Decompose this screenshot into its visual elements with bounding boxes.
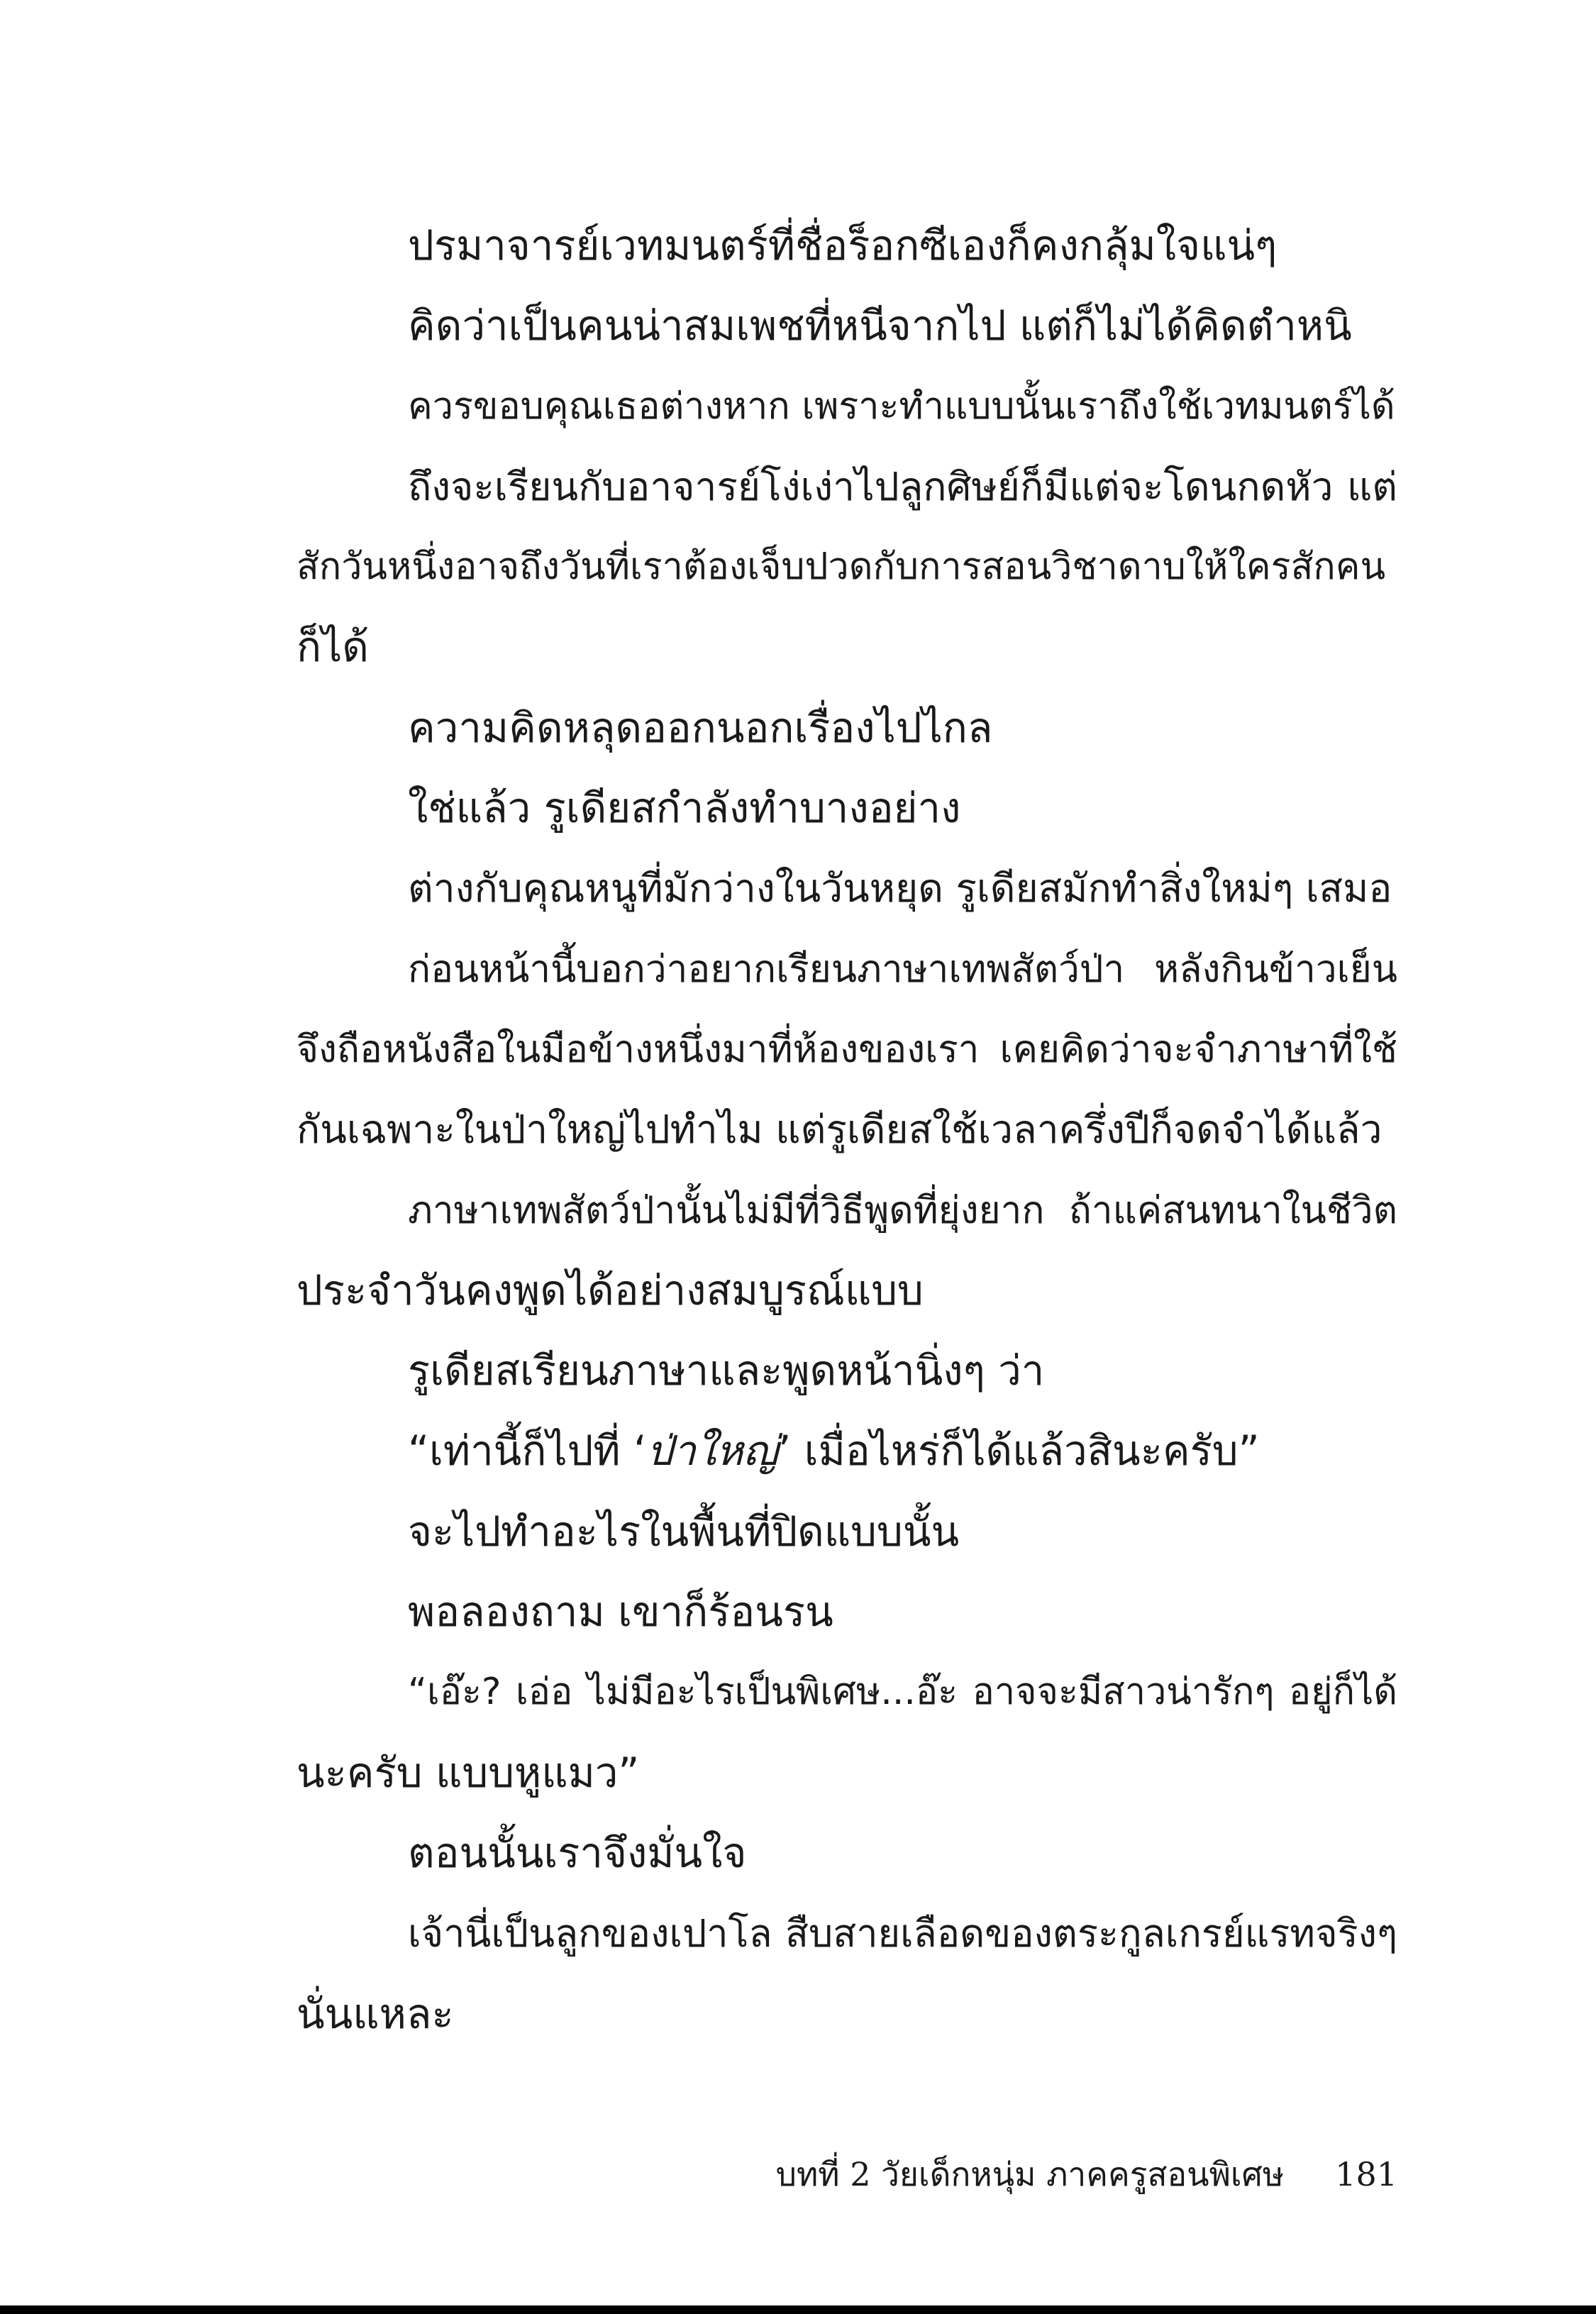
dialogue-line xyxy=(297,1411,1397,1491)
paragraph-line: กันเฉพาะในป่าใหญ่ไปทำไม แต่รูเดียสใช้เวลาครึ่งปีก็จดจำได้แล้ว xyxy=(297,1107,1382,1153)
paragraph-line: นะครับ แบบหูแมว” xyxy=(297,1748,640,1797)
paragraph-line: ควรขอบคุณเธอต่างหาก เพราะทำแบบนั้นเราถึงใช้เวทมนตร์ได้ xyxy=(408,384,1395,428)
dialogue-text: “เท่านี้ก็ไปที่ ‘ xyxy=(408,1427,647,1476)
bottom-border xyxy=(0,2305,1596,2314)
paragraph-line: คิดว่าเป็นคนน่าสมเพชที่หนีจากไป แต่ก็ไม่ได้คิดตำหนิ xyxy=(408,301,1352,350)
paragraph-line: ปรมาจารย์เวทมนตร์ที่ชื่อร็อกซีเองก็คงกลุ้มใจแน่ๆ xyxy=(408,221,1278,270)
paragraph-line: นั่นแหละ xyxy=(297,1989,454,2038)
paragraph-line: ประจำวันคงพูดได้อย่างสมบูรณ์แบบ xyxy=(297,1266,924,1314)
paragraph-line: สักวันหนึ่งอาจถึงวันที่เราต้องเจ็บปวดกับการสอนวิชาดาบให้ใครสักคน xyxy=(297,546,1386,589)
paragraph-line: ภาษาเทพสัตว์ป่านั้นไม่มีที่วิธีพูดที่ยุ่งยาก ถ้าแค่สนทนาในชีวิต xyxy=(408,1188,1397,1232)
paragraph-line: ใช่แล้ว รูเดียสกำลังทำบางอย่าง xyxy=(408,784,961,833)
chapter-title: บทที่ 2 วัยเด็กหนุ่ม ภาคครูสอนพิเศษ xyxy=(775,2155,1285,2193)
paragraph-line: ตอนนั้นเราจึงมั่นใจ xyxy=(408,1828,747,1877)
page-number: 181 xyxy=(1335,2155,1397,2193)
paragraph-line: จะไปทำอะไรในพื้นที่ปิดแบบนั้น xyxy=(408,1507,960,1556)
paragraph-line: ต่างกับคุณหนูที่มักว่างในวันหยุด รูเดียสมักทำสิ่งใหม่ๆ เสมอ xyxy=(408,865,1392,912)
paragraph-line: จึงถือหนังสือในมือข้างหนึ่งมาที่ห้องของเรา เคยคิดว่าจะจำภาษาที่ใช้ xyxy=(297,1027,1397,1071)
paragraph-line: เจ้านี่เป็นลูกของเปาโล สืบสายเลือดของตระกูลเกรย์แรทจริงๆ xyxy=(408,1911,1397,1956)
dialogue-text: ’ เมื่อไหร่ก็ได้แล้วสินะครับ” xyxy=(777,1427,1260,1476)
paragraph-line: รูเดียสเรียนภาษาและพูดหน้านิ่งๆ ว่า xyxy=(408,1346,1045,1395)
paragraph-line: ความคิดหลุดออกนอกเรื่องไปไกล xyxy=(408,703,993,752)
paragraph-line: ถึงจะเรียนกับอาจารย์โง่เง่าไปลูกศิษย์ก็มีแต่จะโดนกดหัว แต่ xyxy=(408,463,1397,509)
paragraph-line: พอลองถาม เขาก็ร้อนรน xyxy=(408,1588,833,1637)
paragraph-line: “เอ๊ะ? เอ่อ ไม่มีอะไรเป็นพิเศษ...อ๊ะ อาจจะมีสาวน่ารักๆ อยู่ก็ได้ xyxy=(408,1671,1397,1714)
emphasized-text: ป่าใหญ่ xyxy=(646,1427,778,1476)
body-text xyxy=(297,206,1397,2054)
paragraph-line: ก็ได้ xyxy=(297,623,369,672)
page-footer xyxy=(297,2149,1397,2199)
paragraph-line: ก่อนหน้านี้บอกว่าอยากเรียนภาษาเทพสัตว์ป่า หลังกินข้าวเย็น xyxy=(408,947,1397,991)
